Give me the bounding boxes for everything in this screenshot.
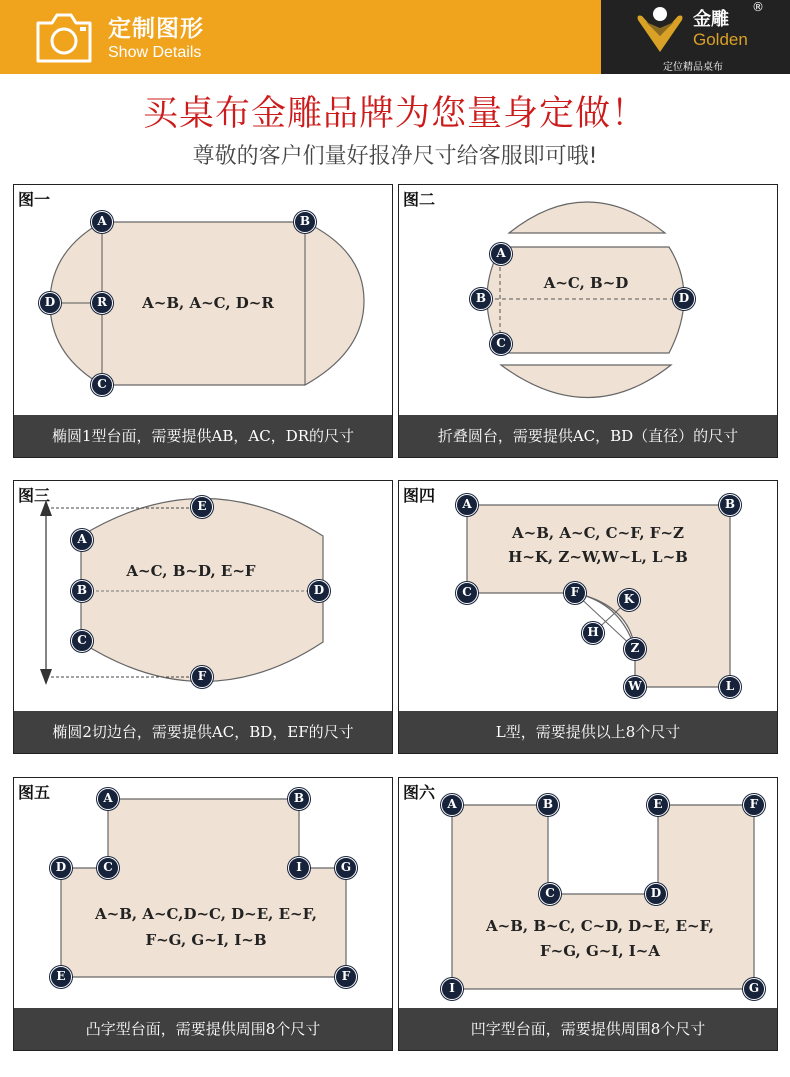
point-a: A [97, 788, 119, 810]
point-b: B [537, 794, 559, 816]
dimension-text-2: F~G, G~I, I~A [540, 942, 660, 960]
point-c: C [91, 374, 113, 396]
registered-mark: ® [752, 0, 764, 14]
point-d: D [673, 288, 695, 310]
point-e: E [647, 794, 669, 816]
shape-panel-5 [13, 777, 393, 1051]
panel-caption: 凹字型台面，需要提供周围8个尺寸 [399, 1008, 777, 1050]
shape-panel-1 [13, 184, 393, 458]
promo-headline: 买桌布金雕品牌为您量身定做！ [142, 94, 647, 134]
point-e: E [191, 496, 213, 518]
point-f: F [564, 582, 586, 604]
panel-label: 图四 [403, 486, 436, 505]
point-a: A [71, 529, 93, 551]
panel-caption: 椭圆1型台面，需要提供AB，AC，DR的尺寸 [14, 415, 392, 457]
point-g: G [743, 978, 765, 1000]
shape-panel-4 [398, 480, 778, 754]
header-bar [0, 0, 790, 74]
dimension-text-2: F~G, G~I, I~B [145, 931, 267, 949]
point-b: B [719, 494, 741, 516]
section-title: 定制图形 [108, 16, 204, 42]
section-subtitle: Show Details [108, 44, 202, 61]
point-a: A [91, 211, 113, 233]
panel-caption: 折叠圆台，需要提供AC，BD（直径）的尺寸 [399, 415, 777, 457]
dimension-text: A~C, B~D [543, 274, 629, 292]
dimension-text: A~C, B~D, E~F [126, 562, 256, 580]
panel-caption: L型，需要提供以上8个尺寸 [399, 711, 777, 753]
panel-label: 图二 [403, 190, 436, 209]
point-z: Z [624, 638, 646, 660]
shape-panel-6 [398, 777, 778, 1051]
promo-subline: 尊敬的客户们量好报净尺寸给客服即可哦! [192, 144, 598, 169]
point-g: G [335, 857, 357, 879]
panel-label: 图一 [18, 190, 51, 209]
point-a: A [490, 243, 512, 265]
point-b: B [294, 211, 316, 233]
point-b: B [288, 788, 310, 810]
brand-tagline: 定位精品桌布 [663, 62, 723, 73]
point-d: D [39, 292, 61, 314]
eagle-logo-icon [632, 6, 688, 54]
dimension-text: A~B, A~C, C~F, F~Z [512, 524, 684, 542]
point-e: E [50, 966, 72, 988]
dimension-text: A~B, A~C,D~C, D~E, E~F, [95, 905, 317, 923]
point-c: C [456, 582, 478, 604]
point-h: H [582, 622, 604, 644]
panel-label: 图三 [18, 486, 51, 505]
dimension-text-2: H~K, Z~W,W~L, L~B [508, 548, 688, 566]
point-f: F [743, 794, 765, 816]
point-f: F [191, 666, 213, 688]
point-a: A [456, 494, 478, 516]
brand-name-cn: 金雕 [693, 9, 729, 30]
point-k: K [618, 589, 640, 611]
point-b: B [470, 288, 492, 310]
camera-icon [34, 9, 94, 65]
point-b: B [71, 580, 93, 602]
panel-label: 图五 [18, 783, 51, 802]
point-d: D [308, 580, 330, 602]
panel-caption: 椭圆2切边台，需要提供AC，BD，EF的尺寸 [14, 711, 392, 753]
panel-label: 图六 [403, 783, 436, 802]
point-l: L [719, 676, 741, 698]
point-r: R [91, 292, 113, 314]
panel-caption: 凸字型台面，需要提供周围8个尺寸 [14, 1008, 392, 1050]
point-c: C [71, 630, 93, 652]
point-d: D [50, 857, 72, 879]
point-i: I [441, 978, 463, 1000]
shape-panel-2 [398, 184, 778, 458]
dimension-text: A~B, A~C, D~R [142, 294, 274, 312]
dimension-text: A~B, B~C, C~D, D~E, E~F, [486, 917, 714, 935]
point-w: W [624, 676, 646, 698]
point-c: C [490, 333, 512, 355]
shape-panel-3 [13, 480, 393, 754]
point-f: F [335, 966, 357, 988]
point-c: C [539, 883, 561, 905]
point-i: I [288, 857, 310, 879]
point-a: A [441, 794, 463, 816]
brand-name-en: Golden [693, 30, 748, 49]
point-d: D [645, 883, 667, 905]
point-c: C [97, 857, 119, 879]
